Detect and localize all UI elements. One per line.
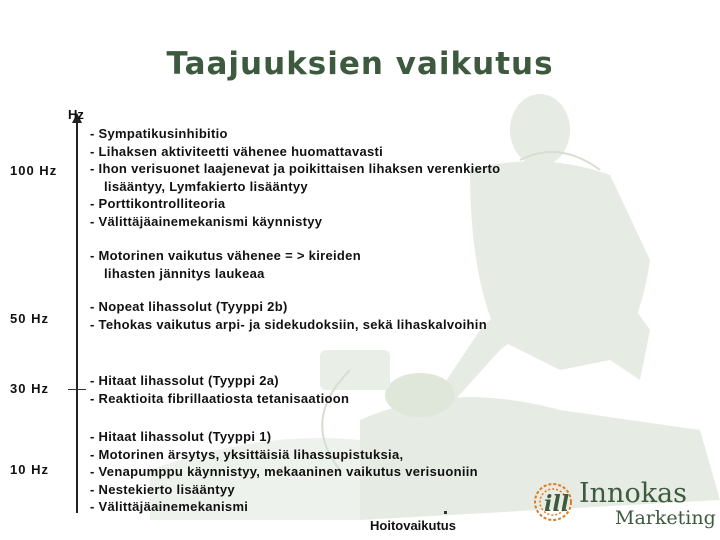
effect-line: - Välittäjäainemekanismi [90, 499, 249, 514]
innokas-logo [533, 478, 716, 532]
tick-label-100hz: 100 Hz [10, 163, 58, 178]
effects-block-motor [90, 247, 361, 282]
tick-label-30hz: 30 Hz [10, 381, 49, 396]
effect-line: - Venapumppu käynnistyy, mekaaninen vaikutus verisuoniin [90, 464, 478, 479]
effect-line: - Motorinen vaikutus vähenee = > kireiden [90, 248, 361, 263]
effect-line: - Hitaat lihassolut (Tyyppi 1) [90, 429, 272, 444]
effect-line: - Lihaksen aktiviteetti vähenee huomattavasti [90, 143, 384, 159]
tick-label-10hz: 10 Hz [10, 462, 49, 477]
tick-label-50hz: 50 Hz [10, 311, 49, 326]
effect-line: - Sympatikusinhibitio [90, 126, 228, 141]
innokas-logo-icon [533, 480, 573, 524]
x-axis-label: Hoitovaikutus [370, 518, 456, 533]
effect-line: - Ihon verisuonet laajenevat ja poikittaisen lihaksen verenkierto [90, 161, 501, 176]
effect-line: lisääntyy, Lymfakierto lisääntyy [104, 178, 308, 194]
effect-line: - Hitaat lihassolut (Tyyppi 2a) [90, 373, 279, 388]
effects-block-30hz [90, 372, 349, 407]
logo-name: Innokas [579, 478, 688, 509]
effect-line: - Nestekierto lisääntyy [90, 481, 235, 497]
tick-mark-30hz [68, 389, 86, 390]
svg-text:ill: ill [544, 491, 570, 517]
slide-title: Taajuuksien vaikutus [166, 46, 554, 82]
effects-block-100hz [90, 125, 500, 230]
effect-line: - Reaktioita fibrillaatiosta tetanisaatioon [90, 390, 350, 406]
effect-line: - Nopeat lihassolut (Tyyppi 2b) [90, 299, 288, 314]
effects-block-10hz [90, 428, 478, 516]
effect-line: lihasten jännitys laukeaa [104, 265, 265, 281]
effect-line: - Porttikontrolliteoria [90, 196, 226, 211]
effect-line: - Välittäjäainemekanismi käynnistyy [90, 213, 323, 229]
logo-subtitle: Marketing [615, 507, 716, 529]
effect-line: - Tehokas vaikutus arpi- ja sidekudoksiin, sekä lihaskalvoihin [90, 316, 487, 332]
effect-line: - Motorinen ärsytys, yksittäisiä lihassupistuksia, [90, 446, 404, 462]
x-axis-arrow [444, 511, 447, 514]
effects-block-50hz [90, 298, 487, 333]
y-axis-label: Hz [68, 107, 84, 122]
y-axis-line [76, 121, 78, 513]
